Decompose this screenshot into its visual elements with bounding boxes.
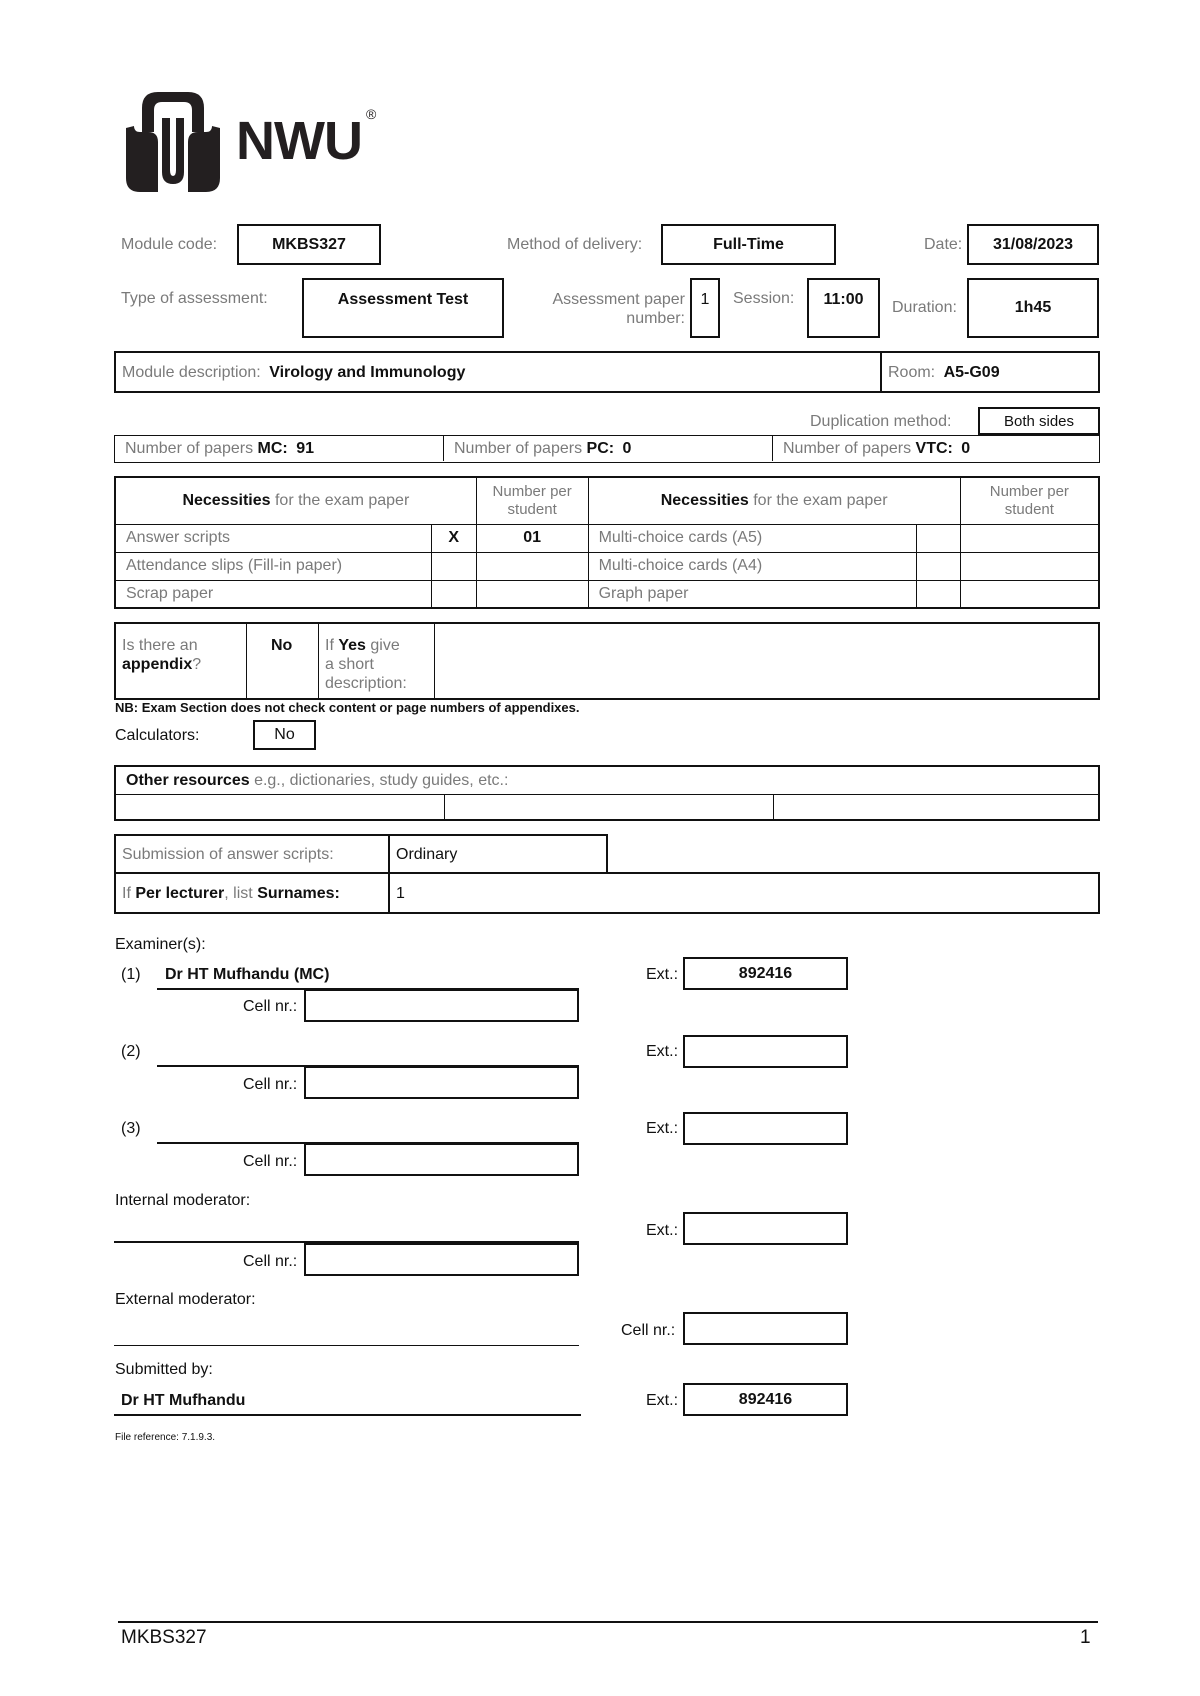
papers-pc-label: PC: (586, 440, 615, 457)
examiner-name: Dr HT Mufhandu (MC) (165, 966, 330, 983)
cell-label: Cell nr.: (621, 1322, 676, 1339)
necessities-head-bold-left: Necessities (182, 491, 271, 509)
necessity-mark (916, 580, 960, 608)
file-reference: File reference: 7.1.9.3. (115, 1432, 216, 1443)
papers-mc-label: MC: (257, 440, 288, 457)
submitted-by-name: Dr HT Mufhandu (121, 1392, 246, 1409)
paper-number-label-line1: Assessment paper (552, 291, 685, 308)
necessity-number (960, 580, 1099, 608)
papers-divider-1 (443, 436, 444, 461)
cell-label: Cell nr.: (243, 1253, 298, 1270)
examiner-number: (3) (121, 1120, 141, 1137)
necessity-item: Attendance slips (Fill-in paper) (115, 552, 431, 580)
duplication-label: Duplication method: (810, 413, 952, 430)
necessity-mark: X (431, 524, 476, 552)
appendix-divider-2 (318, 624, 319, 698)
examiners-title: Examiner(s): (115, 936, 206, 953)
necessity-number (960, 552, 1099, 580)
duration-label: Duration: (892, 299, 957, 316)
appendix-give: give (370, 637, 400, 654)
examiner-cell-field[interactable] (304, 1143, 579, 1176)
paper-number-label (530, 290, 685, 328)
session-label: Session: (733, 290, 795, 307)
necessities-header-left (115, 477, 476, 524)
necessity-mark (916, 524, 960, 552)
internal-moderator-ext-field[interactable] (683, 1212, 848, 1245)
internal-moderator-cell-field[interactable] (304, 1243, 579, 1276)
examiner-ext-field[interactable]: 892416 (683, 957, 848, 990)
papers-pc-cell (454, 440, 631, 458)
room-label: Room: (888, 364, 936, 381)
papers-mc-value: 91 (296, 440, 314, 457)
num-head-line2-right: student (1004, 500, 1054, 518)
papers-row (114, 435, 1100, 463)
necessities-head-rest-right: for the exam paper (753, 491, 888, 509)
other-resources-bold: Other resources (126, 772, 250, 789)
per-lecturer-bold: Per lecturer (135, 885, 225, 902)
examiner-cell-field[interactable] (304, 989, 579, 1022)
examiner-number: (1) (121, 966, 141, 983)
papers-vtc-label: VTC: (915, 440, 953, 457)
appendix-question-line1: Is there an (122, 637, 198, 654)
papers-pc-value: 0 (622, 440, 632, 457)
other-resources-rest: e.g., dictionaries, study guides, etc.: (254, 772, 509, 789)
submitted-by-ext-field[interactable]: 892416 (683, 1383, 848, 1416)
type-box (302, 278, 504, 338)
appendix-description-label (325, 636, 407, 693)
other-resources-col-divider-2 (773, 794, 774, 819)
papers-vtc-prefix: Number of papers (783, 440, 912, 457)
other-resources-divider (116, 794, 1098, 795)
date-label: Date: (924, 236, 963, 253)
necessity-item: Multi-choice cards (A4) (588, 552, 916, 580)
ext-label: Ext.: (646, 1043, 679, 1060)
appendix-divider-3 (434, 624, 435, 698)
other-resources-header (126, 772, 508, 790)
appendix-nb-note: NB: Exam Section does not check content or page numbers of appendixes. (115, 700, 580, 715)
per-lecturer-divider (388, 874, 390, 912)
necessity-number (476, 580, 588, 608)
appendix-row (114, 622, 1100, 700)
papers-mc-cell (125, 440, 314, 458)
delivery-label: Method of delivery: (507, 236, 643, 253)
room-divider (880, 353, 882, 391)
per-if: If (122, 885, 131, 902)
duplication-box: Both sides (978, 407, 1100, 435)
necessity-number (960, 524, 1099, 552)
room-cell (888, 364, 1000, 382)
necessities-header-row (115, 477, 1099, 524)
appendix-desc: description: (325, 675, 407, 692)
ext-label: Ext.: (646, 1120, 679, 1137)
submission-label: Submission of answer scripts: (122, 846, 334, 863)
duration-box: 1h45 (967, 278, 1099, 338)
num-head-line1-right: Number per (989, 482, 1069, 500)
necessities-head-bold-right: Necessities (660, 491, 749, 509)
necessity-item: Graph paper (588, 580, 916, 608)
submission-row (114, 834, 608, 874)
appendix-if: If (325, 637, 334, 654)
table-row (115, 580, 1099, 608)
logo-text: NWU (236, 111, 362, 171)
footer-line (118, 1621, 1098, 1623)
description-cell (122, 364, 465, 382)
num-head-line2-left: student (507, 500, 557, 518)
submitted-by-title: Submitted by: (115, 1361, 213, 1378)
appendix-description-field[interactable] (436, 624, 1096, 698)
appendix-question-mark: ? (192, 656, 202, 673)
appendix-divider-1 (246, 624, 247, 698)
ext-label: Ext.: (646, 1222, 679, 1239)
cell-label: Cell nr.: (243, 1076, 298, 1093)
examiner-cell-field[interactable] (304, 1066, 579, 1099)
appendix-yes: Yes (338, 637, 366, 654)
paper-number-box (690, 278, 720, 338)
room-value: A5-G09 (943, 364, 1000, 381)
examiner-ext-field[interactable] (683, 1112, 848, 1145)
necessity-number: 01 (476, 524, 588, 552)
papers-pc-prefix: Number of papers (454, 440, 583, 457)
appendix-question (122, 636, 201, 674)
calculators-box: No (253, 720, 316, 750)
necessity-item: Scrap paper (115, 580, 431, 608)
table-row (115, 552, 1099, 580)
examiner-ext-field[interactable] (683, 1035, 848, 1068)
number-per-student-header-right (960, 477, 1099, 524)
paper-number-label-line2: number: (626, 310, 685, 327)
examiner-number: (2) (121, 1043, 141, 1060)
necessity-mark (431, 580, 476, 608)
cell-label: Cell nr.: (243, 1153, 298, 1170)
necessity-item: Answer scripts (115, 524, 431, 552)
other-resources-table (114, 765, 1100, 821)
per-list: , list (224, 885, 253, 902)
appendix-short: a short (325, 656, 374, 673)
description-value: Virology and Immunology (269, 364, 466, 381)
necessity-mark (431, 552, 476, 580)
papers-mc-prefix: Number of papers (125, 440, 254, 457)
description-label: Module description: (122, 364, 261, 381)
nwu-emblem-icon (118, 88, 228, 198)
per-lecturer-value: 1 (396, 885, 405, 902)
external-moderator-cell-field[interactable] (683, 1312, 848, 1345)
date-box: 31/08/2023 (967, 224, 1099, 265)
necessities-table (114, 476, 1100, 609)
internal-moderator-title: Internal moderator: (115, 1192, 251, 1209)
table-row (115, 524, 1099, 552)
submission-value: Ordinary (396, 846, 458, 863)
session-value: 11:00 (823, 291, 864, 308)
footer-page-number: 1 (1080, 1627, 1091, 1648)
per-lecturer-label (122, 885, 340, 903)
necessity-number (476, 552, 588, 580)
papers-vtc-value: 0 (961, 440, 971, 457)
appendix-question-bold: appendix (122, 656, 193, 673)
nwu-logo (118, 88, 398, 200)
submission-divider (388, 836, 390, 872)
logo-registered-mark: ® (366, 106, 377, 122)
delivery-box: Full-Time (661, 224, 836, 265)
ext-label: Ext.: (646, 1392, 679, 1409)
type-label: Type of assessment: (121, 290, 268, 307)
external-moderator-line (114, 1345, 579, 1346)
calculators-label: Calculators: (115, 727, 200, 744)
type-value: Assessment Test (337, 291, 469, 308)
external-moderator-title: External moderator: (115, 1291, 256, 1308)
module-code-box: MKBS327 (237, 224, 381, 265)
number-per-student-header-left (476, 477, 588, 524)
footer-module-code: MKBS327 (121, 1627, 207, 1648)
ext-label: Ext.: (646, 966, 679, 983)
papers-divider-2 (772, 436, 773, 461)
necessities-header-right (588, 477, 960, 524)
necessity-mark (916, 552, 960, 580)
per-lecturer-row (114, 872, 1100, 914)
num-head-line1-left: Number per (492, 482, 572, 500)
paper-number-value: 1 (700, 291, 710, 308)
appendix-answer: No (271, 637, 293, 654)
submitted-by-line (114, 1414, 581, 1416)
necessities-head-rest-left: for the exam paper (274, 491, 410, 509)
other-resources-col-divider-1 (444, 794, 445, 819)
cell-label: Cell nr.: (243, 998, 298, 1015)
module-code-label: Module code: (121, 236, 218, 253)
per-surnames: Surnames: (257, 885, 340, 902)
description-row (114, 351, 1100, 393)
session-box (807, 278, 880, 338)
necessity-item: Multi-choice cards (A5) (588, 524, 916, 552)
papers-vtc-cell (783, 440, 970, 458)
